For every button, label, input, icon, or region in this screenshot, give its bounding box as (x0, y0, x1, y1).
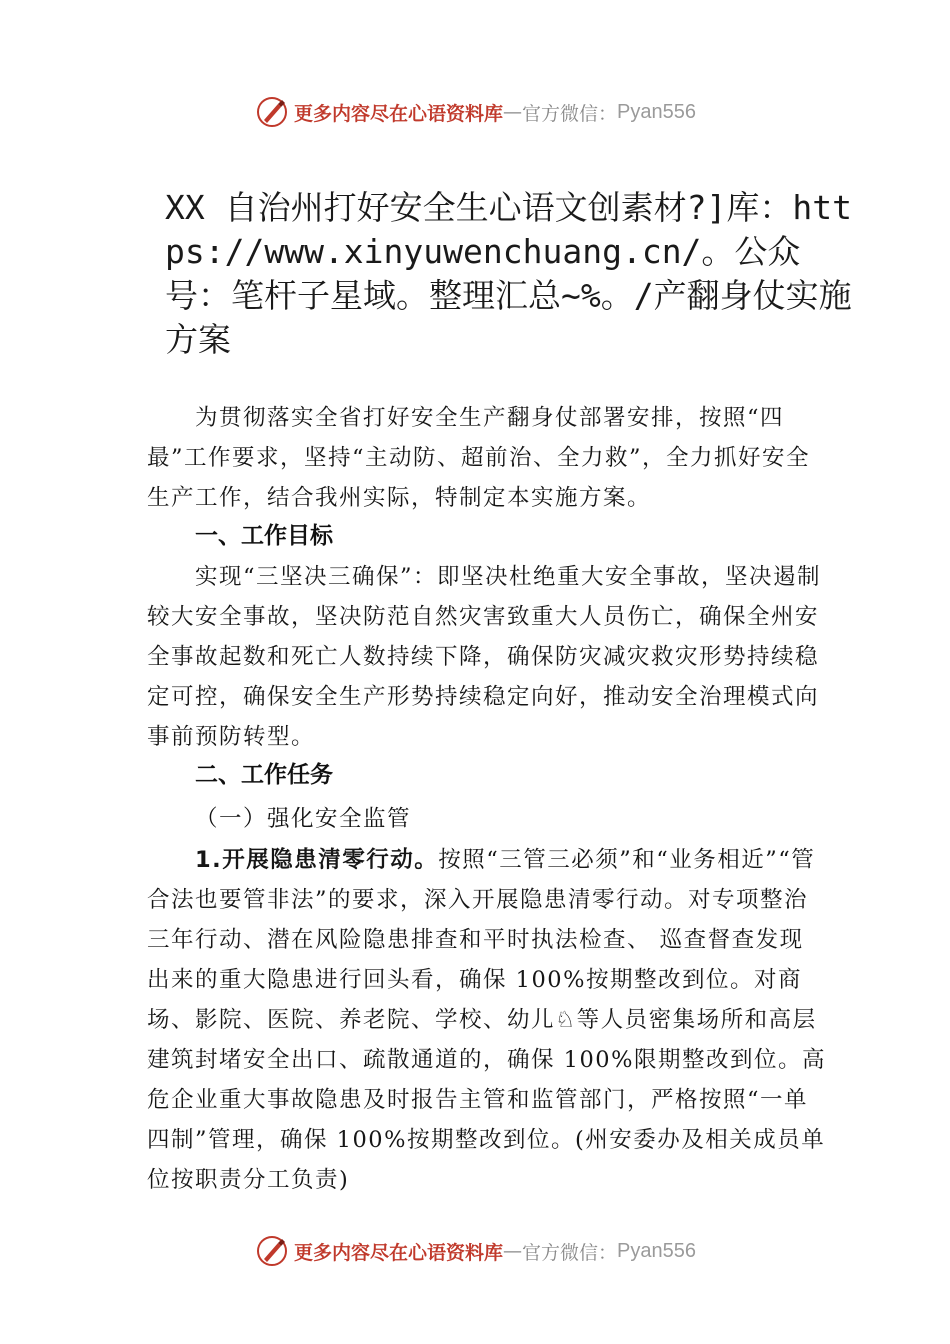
footer-banner (0, 1233, 950, 1269)
header-banner (0, 94, 950, 130)
banner-wechat-id: Pyan556 (617, 1239, 696, 1262)
item1-paragraph (147, 840, 827, 1200)
banner-wechat-label: 官方微信： (522, 1241, 618, 1264)
item1-text: 按照“三管三必须”和“业务相近”“管合法也要管非法”的要求，深入开展隐患清零行动。对专项整治三年行动、潜在风险隐患排查和平时执法检查、 巡查督查发现出来的重大隐患进行回头看，确保 100%按期整改到位。对商场、影院、医院、养老院、学校、幼儿♘等人员密集场所和高层建筑封堵安全出口、疏散通道的，确保 100%限期整改到位。高危企业重大事故隐患及时报告主管和监管部门，严格按照“一单四制”管理，确保 100%按期整改到位。(州安委办及相关成员单位按职责分工负责) (147, 847, 826, 1193)
subsection-heading-supervision: （一）强化安全监管 (195, 806, 412, 832)
banner-main-text: 更多内容尽在心语资料库 (294, 102, 504, 125)
banner-dash: — (503, 101, 523, 123)
goals-paragraph: 实现“三坚决三确保”：即坚决杜绝重大安全事故，坚决遏制较大安全事故，坚决防范自然灾害致重大人员伤亡，确保全州安全事故起数和死亡人数持续下降，确保防灾减灾救灾形势持续稳定可控，确保安全生产形势持续稳定向好，推动安全治理模式向事前预防转型。 (147, 564, 822, 750)
banner-wechat-id: Pyan556 (617, 100, 696, 123)
banner-main-text: 更多内容尽在心语资料库 (294, 1241, 504, 1264)
item1-lead: 1.开展隐患清零行动。 (195, 847, 439, 873)
document-title: XX 自治州打好安全生心语文创素材?]库：https://www.xinyuwenchuang.cn/。公众号：笔杆子星域。整理汇总~%。/产翻身仗实施方案 (165, 188, 852, 359)
pen-logo-icon (254, 1233, 290, 1269)
banner-wechat-label: 官方微信： (522, 102, 618, 125)
pen-logo-icon (254, 94, 290, 130)
banner-dash: — (503, 1240, 523, 1262)
section-heading-tasks: 二、工作任务 (195, 762, 333, 788)
intro-paragraph: 为贯彻落实全省打好安全生产翻身仗部署安排，按照“四最”工作要求，坚持“主动防、超前治、全力救”，全力抓好安全生产工作，结合我州实际，特制定本实施方案。 (147, 405, 811, 511)
section-heading-goals: 一、工作目标 (195, 523, 333, 549)
